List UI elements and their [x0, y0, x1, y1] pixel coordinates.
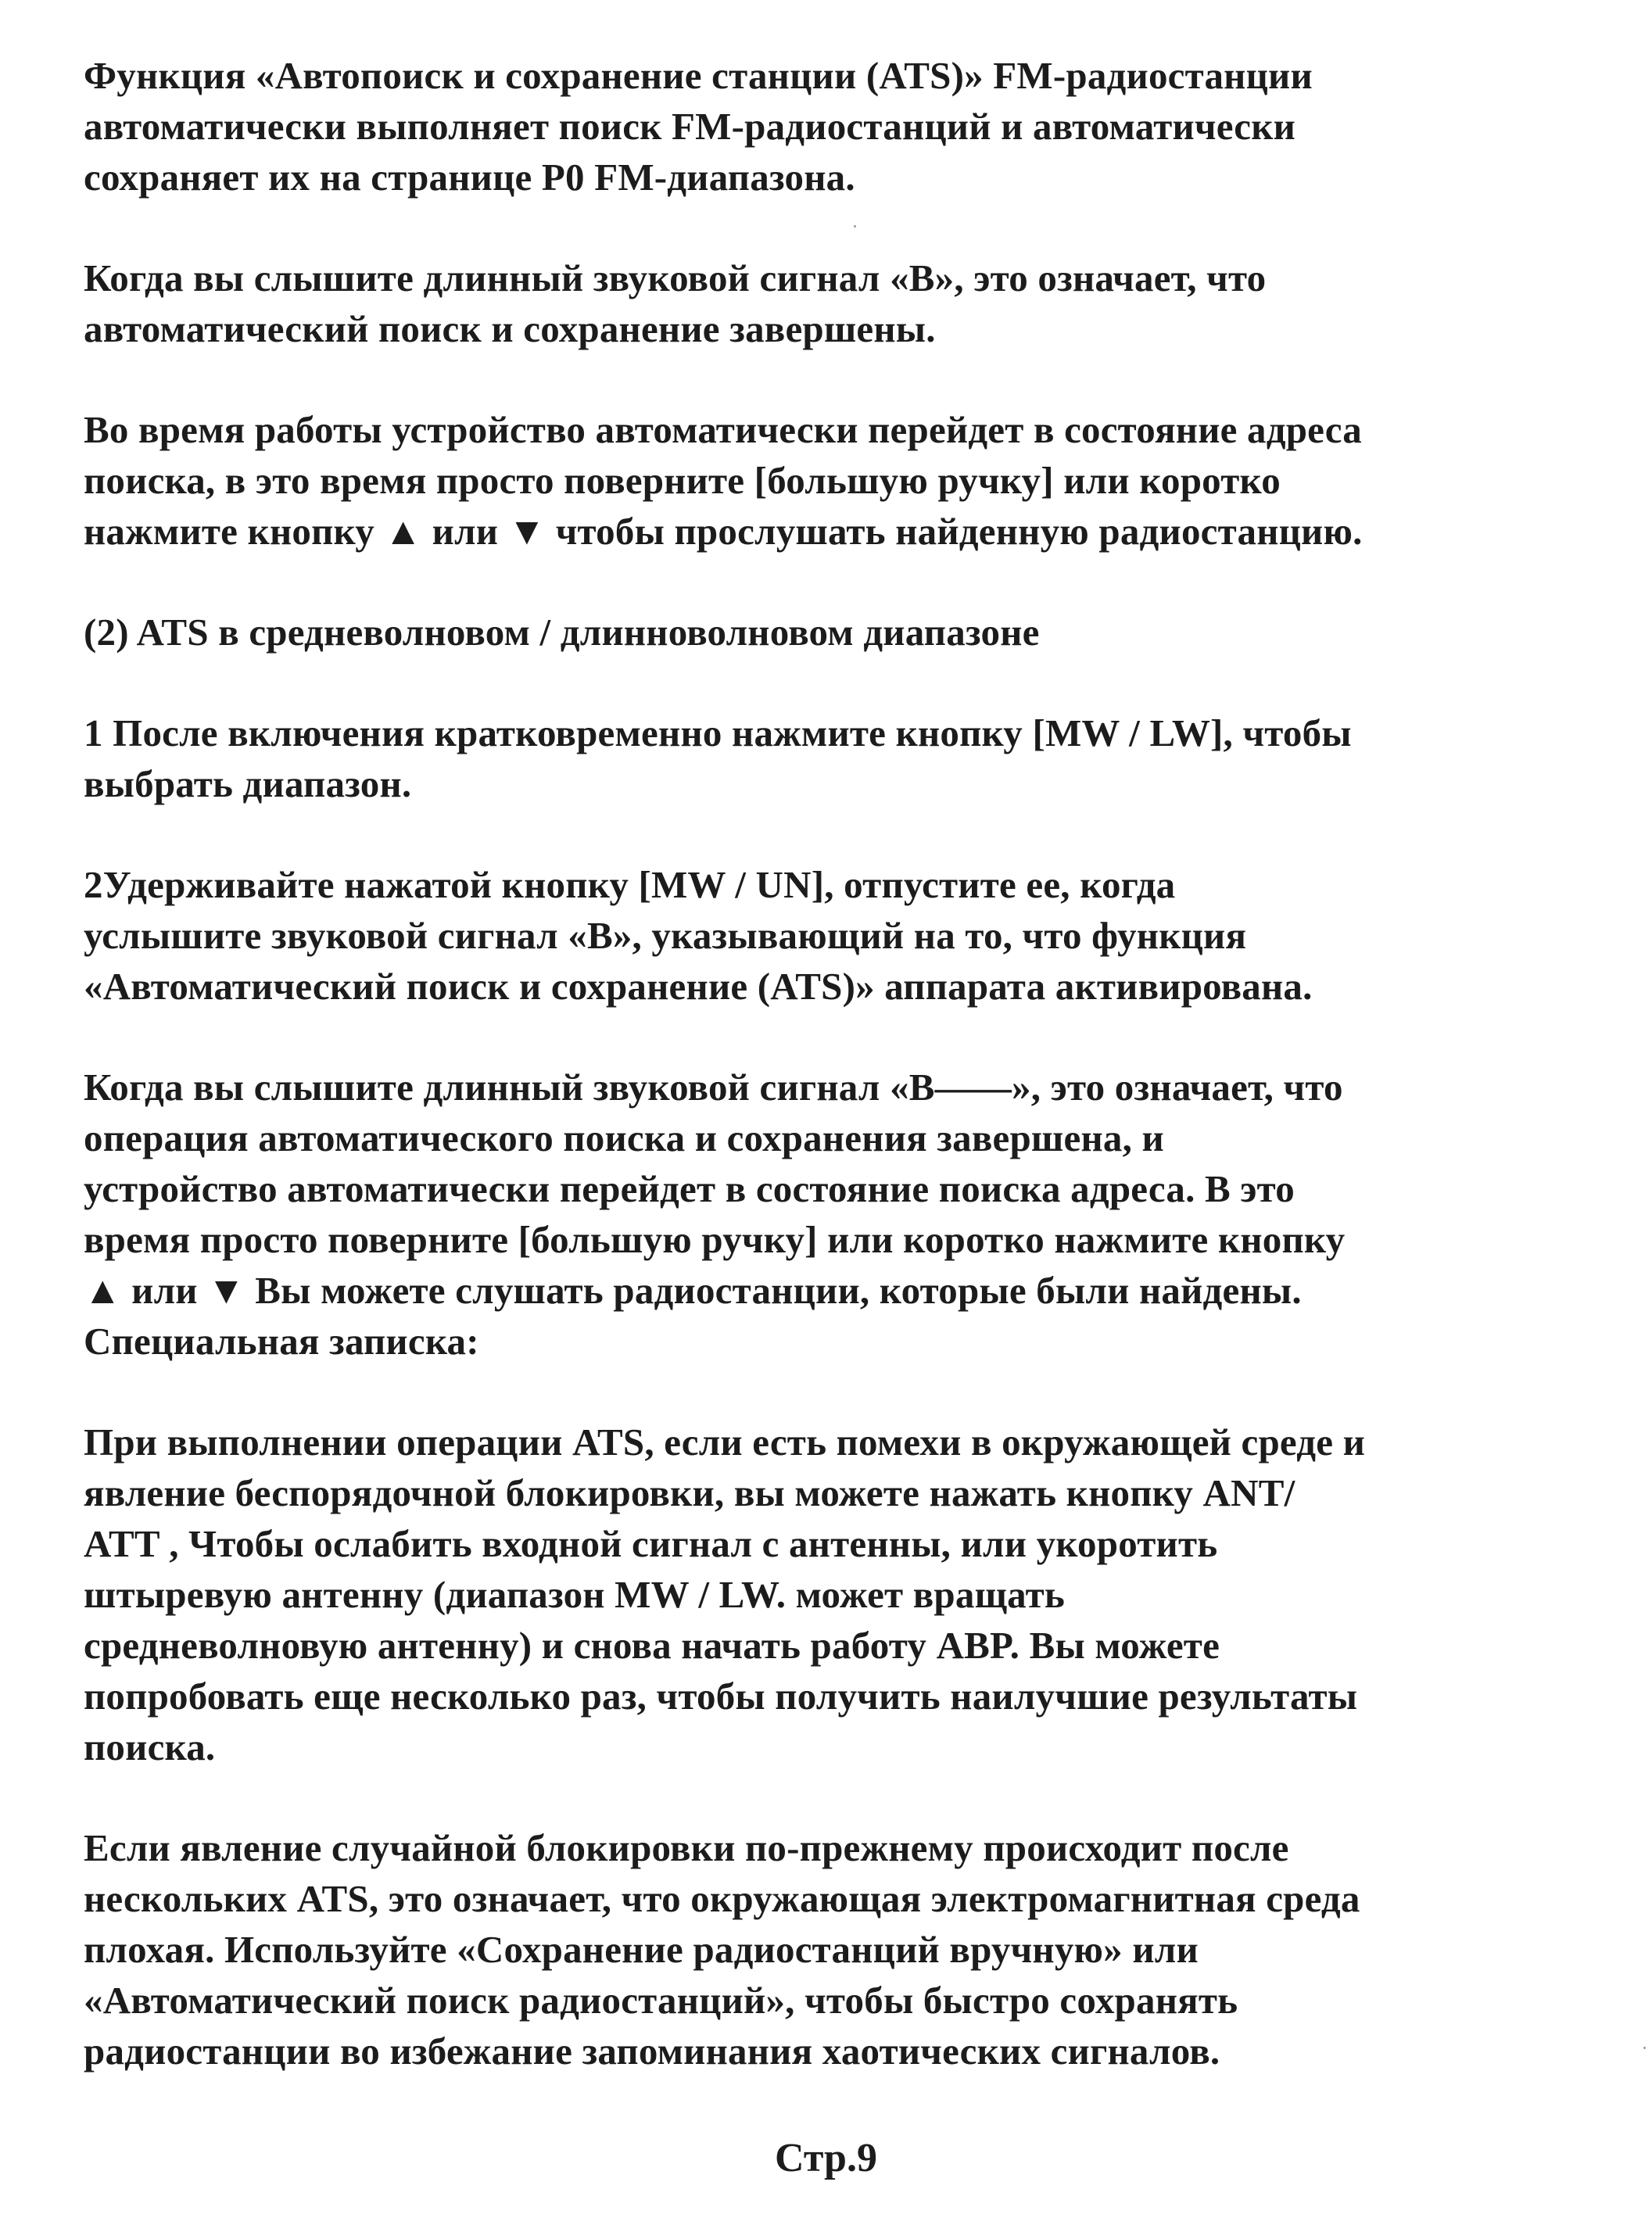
- special-note-heading: [84, 1316, 1616, 1367]
- text-line: явление беспорядочной блокировки, вы можете нажать кнопку ANT/: [84, 1471, 1295, 1514]
- text-line: Функция «Автопоиск и сохранение станции (ATS)» FM-радиостанции: [84, 54, 1313, 97]
- text-line: услышите звуковой сигнал «B», указывающий на то, что функция: [84, 914, 1247, 957]
- document-body: [84, 50, 1616, 2076]
- scan-speck: [1643, 2047, 1646, 2049]
- text-line: выбрать диапазон.: [84, 762, 412, 805]
- scan-speck: [854, 225, 856, 227]
- text-line: нажмите кнопку ▲ или ▼ чтобы прослушать найденную радиостанцию.: [84, 510, 1363, 553]
- text-line: «Автоматический поиск радиостанций», чтобы быстро сохранять: [84, 1979, 1238, 2022]
- text-line: ▲ или ▼ Вы можете слушать радиостанции, которые были найдены.: [84, 1269, 1302, 1312]
- paragraph-step-1: [84, 708, 1616, 809]
- text-line: Во время работы устройство автоматически перейдет в состояние адреса: [84, 408, 1362, 451]
- page-number: Стр.9: [775, 2136, 877, 2180]
- text-line: При выполнении операции ATS, если есть помехи в окружающей среде и: [84, 1421, 1366, 1464]
- paragraph-fm-browse: [84, 404, 1616, 557]
- section-heading: (2) ATS в средневолновом / длинноволновом диапазоне: [84, 611, 1040, 654]
- text-line: 1 После включения кратковременно нажмите кнопку [MW / LW], чтобы: [84, 711, 1352, 754]
- paragraph-interference: [84, 1417, 1616, 1772]
- text-line: устройство автоматически перейдет в состояние поиска адреса. В это: [84, 1167, 1295, 1210]
- text-line: плохая. Используйте «Сохранение радиостанций вручную» или: [84, 1928, 1199, 1971]
- text-line: поиска, в это время просто поверните [большую ручку] или коротко: [84, 459, 1281, 502]
- note-heading: Специальная записка:: [84, 1320, 479, 1363]
- paragraph-mw-beep: [84, 1062, 1616, 1316]
- text-line: автоматически выполняет поиск FM-радиостанций и автоматически: [84, 105, 1296, 148]
- text-line: попробовать еще несколько раз, чтобы получить наилучшие результаты: [84, 1675, 1358, 1718]
- text-line: средневолновую антенну) и снова начать работу ABP. Вы можете: [84, 1624, 1220, 1667]
- text-line: «Автоматический поиск и сохранение (ATS)» аппарата активирована.: [84, 965, 1313, 1008]
- section-heading-mw-lw-ats: [84, 607, 1616, 657]
- text-line: поиска.: [84, 1725, 216, 1768]
- paragraph-random-blocking: [84, 1822, 1616, 2076]
- text-line: ATT , Чтобы ослабить входной сигнал с антенны, или укоротить: [84, 1522, 1218, 1565]
- text-line: 2Удерживайте нажатой кнопку [MW / UN], отпустите ее, когда: [84, 863, 1176, 906]
- text-line: автоматический поиск и сохранение завершены.: [84, 307, 936, 350]
- paragraph-step-2: [84, 859, 1616, 1012]
- text-line: нескольких ATS, это означает, что окружающая электромагнитная среда: [84, 1877, 1360, 1920]
- text-line: радиостанции во избежание запоминания хаотических сигналов.: [84, 2030, 1220, 2073]
- text-line: Когда вы слышите длинный звуковой сигнал «B——», это означает, что: [84, 1066, 1343, 1109]
- text-line: операция автоматического поиска и сохранения завершена, и: [84, 1116, 1164, 1159]
- paragraph-fm-beep: [84, 253, 1616, 354]
- text-line: сохраняет их на странице P0 FM-диапазона.: [84, 156, 855, 199]
- paragraph-fm-ats-intro: [84, 50, 1616, 202]
- text-line: штыревую антенну (диапазон MW / LW. может вращать: [84, 1573, 1065, 1616]
- text-line: Если явление случайной блокировки по-прежнему происходит после: [84, 1826, 1289, 1869]
- text-line: время просто поверните [большую ручку] или коротко нажмите кнопку: [84, 1218, 1346, 1261]
- text-line: Когда вы слышите длинный звуковой сигнал «B», это означает, что: [84, 256, 1267, 299]
